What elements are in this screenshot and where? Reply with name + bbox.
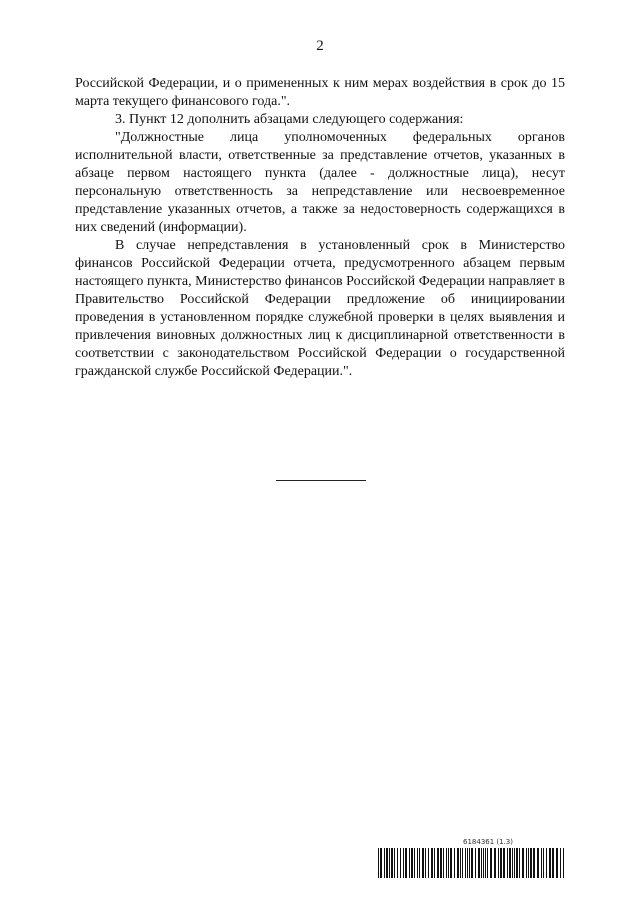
document-body	[75, 75, 565, 381]
barcode-icon	[378, 848, 564, 878]
page-number: 2	[316, 38, 324, 54]
end-separator-line	[276, 480, 366, 481]
paragraph-failure-to-submit: В случае непредставления в установленный срок в Министерство финансов Российской Федерации отчета, предусмотренного абзацем первым настоящего пункта, Министерство финансов Российской Федерации направляет в Правительство Российской Федерации предложение об инициировании проведения в установленном порядке служебной проверки в целях выявления и привлечения виновных должностных лиц к дисциплинарной ответственности в соответствии с законодательством Российской Федерации о государственной гражданской службе Российской Федерации.".	[75, 238, 565, 379]
paragraph-officials-responsibility: "Должностные лица уполномоченных федеральных органов исполнительной власти, ответственные за представление отчетов, указанных в абзаце первом настоящего пункта (далее - должностные лица), несут персональную ответственность за непредставление или несвоевременное представление указанных отчетов, а также за недостоверность содержащихся в них сведений (информации).	[75, 130, 565, 235]
barcode-code: 6184361 (1.3)	[463, 838, 513, 846]
paragraph-item-3: 3. Пункт 12 дополнить абзацами следующего содержания:	[115, 112, 464, 127]
paragraph-continuation: Российской Федерации, и о примененных к ним мерах воздействия в срок до 15 марта текущего финансового года.".	[75, 76, 565, 109]
